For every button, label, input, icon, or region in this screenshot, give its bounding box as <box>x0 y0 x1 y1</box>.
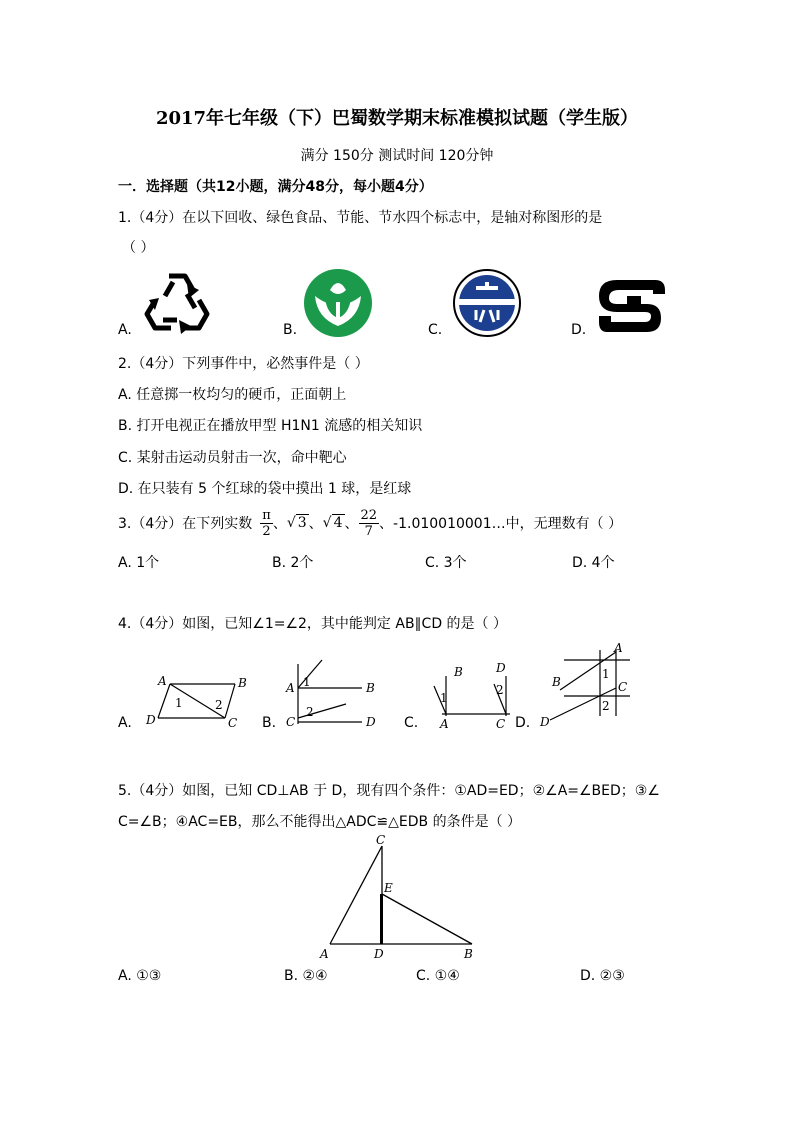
svg-text:1: 1 <box>303 675 311 689</box>
svg-text:D: D <box>496 661 506 675</box>
svg-text:A: A <box>320 947 329 961</box>
svg-text:D: D <box>540 715 550 729</box>
recycle-icon <box>143 270 211 334</box>
q2-stem: 2.（4分）下列事件中，必然事件是（ ） <box>118 356 369 372</box>
green-food-icon <box>303 268 373 338</box>
q4-option-b: B. <box>262 715 277 731</box>
q3-suffix: 、-1.010010001…中，无理数有（ ） <box>379 516 623 532</box>
svg-text:A: A <box>440 717 449 731</box>
label-c: C <box>228 716 238 730</box>
svg-text:B: B <box>454 665 463 679</box>
svg-text:B: B <box>464 947 473 961</box>
q1-blank: （ ） <box>122 240 155 256</box>
q1-option-d: D. <box>571 322 587 338</box>
svg-text:E: E <box>384 881 393 895</box>
svg-text:C: C <box>376 833 386 847</box>
angle-2: 2 <box>215 698 223 712</box>
q3-option-a: A. 1个 <box>118 555 160 571</box>
q3-option-d: D. 4个 <box>572 555 615 571</box>
svg-text:2: 2 <box>306 705 314 719</box>
svg-text:C: C <box>618 680 628 694</box>
svg-text:B: B <box>552 675 561 689</box>
svg-text:2: 2 <box>602 699 610 713</box>
exam-info: 满分 150分 测试时间 120分钟 <box>300 148 494 164</box>
q4-option-d: D. <box>515 715 531 731</box>
q4-stem: 4.（4分）如图，已知∠1=∠2，其中能判定 AB∥CD 的是（ ） <box>118 616 507 632</box>
q2-option-d: D. 在只装有 5 个红球的袋中摸出 1 球，是红球 <box>118 481 412 497</box>
q5-option-a: A. ①③ <box>118 968 162 984</box>
water-saving-icon <box>597 276 667 334</box>
label-d: D <box>146 713 156 727</box>
q5-stem-cont: C=∠B；④AC=EB，那么不能得出△ADC≌△EDB 的条件是（ ） <box>118 814 522 830</box>
svg-text:B: B <box>366 681 375 695</box>
q4-figure-d <box>538 640 638 732</box>
q4-figure-b <box>284 658 384 734</box>
svg-text:C: C <box>496 717 506 731</box>
svg-text:A: A <box>286 681 295 695</box>
fraction-pi-over-2: $\frac{\pi}{2}$ <box>262 507 271 539</box>
q2-option-b: B. 打开电视正在播放甲型 H1N1 流感的相关知识 <box>118 418 423 434</box>
q2-option-a: A. 任意掷一枚均匀的硬币，正面朝上 <box>118 387 347 403</box>
fraction-22-over-7: $\frac{22}{7}$ <box>360 507 378 539</box>
q4-figure-a <box>140 672 250 732</box>
q5-stem: 5.（4分）如图，已知 CD⊥AB 于 D，现有四个条件：①AD=ED；②∠A=∠BED；③∠ <box>118 783 660 799</box>
q4-option-c: C. <box>404 715 419 731</box>
q1-option-a: A. <box>118 322 132 338</box>
svg-text:C: C <box>286 715 296 729</box>
svg-text:1: 1 <box>602 667 610 681</box>
q5-option-c: C. ①④ <box>416 968 460 984</box>
q5-figure <box>312 830 488 966</box>
page-title: 2017年七年级（下）巴蜀数学期末标准模拟试题（学生版） <box>155 108 639 129</box>
q1-stem: 1.（4分）在以下回收、绿色食品、节能、节水四个标志中，是轴对称图形的是 <box>118 210 603 226</box>
energy-saving-icon <box>452 268 522 338</box>
q3-prefix: 3.（4分）在下列实数 <box>118 516 253 532</box>
label-b: B <box>238 676 247 690</box>
svg-text:D: D <box>374 947 384 961</box>
q5-option-b: B. ②④ <box>284 968 328 984</box>
q4-option-a: A. <box>118 715 132 731</box>
svg-text:2: 2 <box>496 683 504 697</box>
svg-text:A: A <box>614 641 623 655</box>
q1-option-b: B. <box>283 322 298 338</box>
q3-option-b: B. 2个 <box>272 555 314 571</box>
svg-text:1: 1 <box>440 691 448 705</box>
q5-option-d: D. ②③ <box>580 968 625 984</box>
q3-option-c: C. 3个 <box>425 555 467 571</box>
q3-stem: 3.（4分）在下列实数 $\frac{\pi}{2}$ 、 √ 3 、 √ 4 、 $\frac{22}{7}$ 、-1.010010001…中，无理数有（ ） <box>118 507 623 539</box>
q2-option-c: C. 某射击运动员射击一次，命中靶心 <box>118 450 347 466</box>
q4-figure-c <box>424 660 524 734</box>
label-a: A <box>158 674 167 688</box>
section-heading: 一．选择题（共12小题，满分48分，每小题4分） <box>118 179 433 195</box>
sqrt-4: √ 4 <box>322 515 343 531</box>
q1-option-c: C. <box>428 322 443 338</box>
svg-text:D: D <box>366 715 376 729</box>
sqrt-3: √ 3 <box>286 515 307 531</box>
angle-1: 1 <box>175 696 183 710</box>
